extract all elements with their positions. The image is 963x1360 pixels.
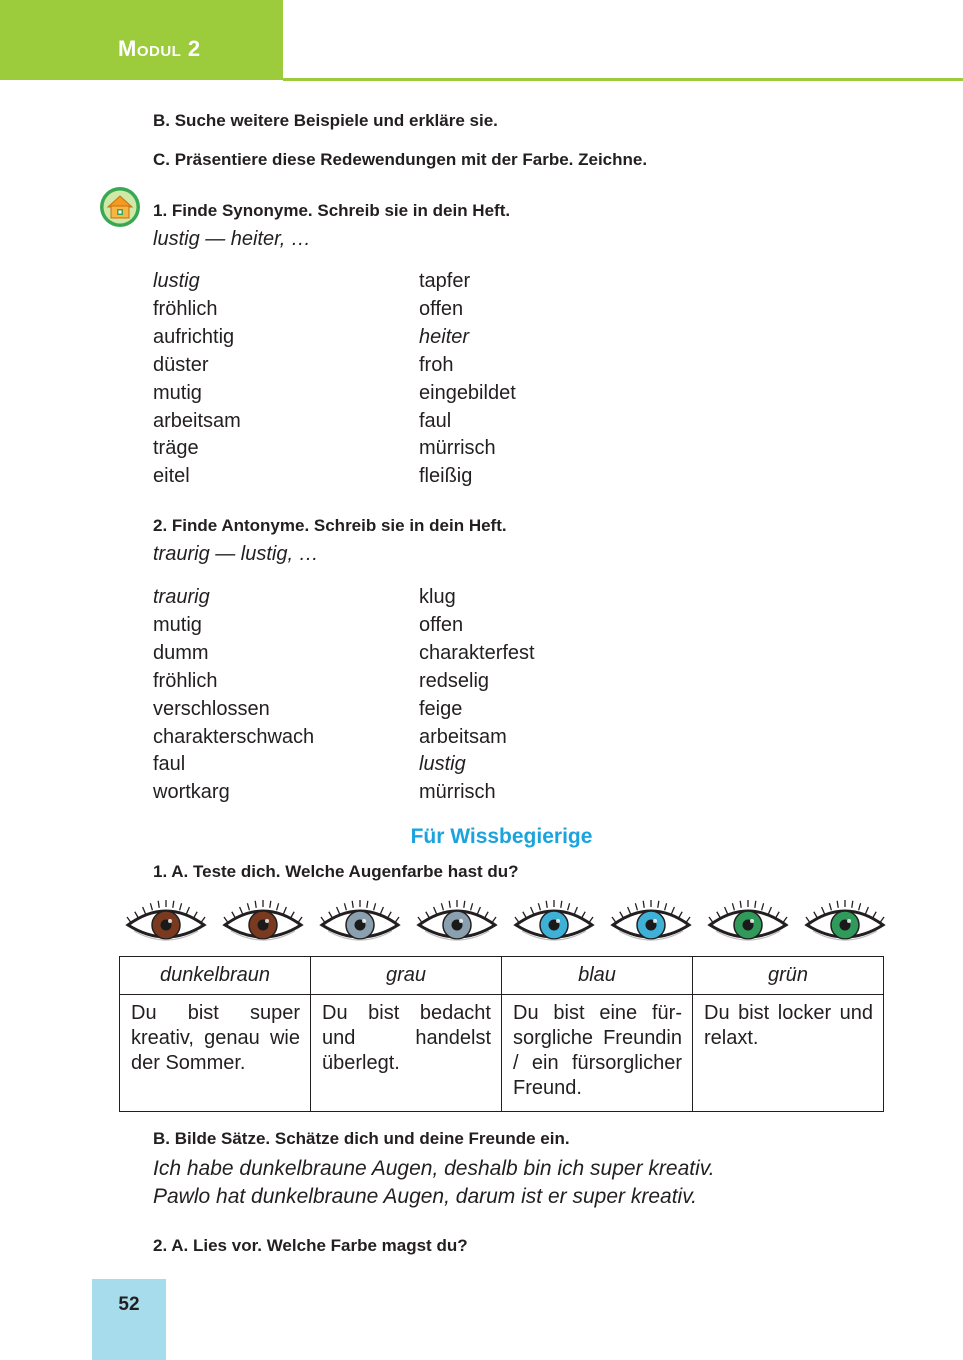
table-header: blau	[502, 957, 693, 995]
table-cell: Du bist bedacht und handelst überlegt.	[311, 995, 502, 1112]
list-item: aufrichtig	[153, 325, 235, 348]
task-c: C. Präsentiere diese Redewendungen mit der Farbe. Zeichne.	[153, 150, 648, 169]
list-item: heiter	[419, 325, 470, 348]
section-title: Für Wissbegierige	[410, 825, 593, 848]
list-item: charakterfest	[419, 641, 535, 664]
list-item: charakterschwach	[153, 725, 315, 748]
list-item: faul	[419, 409, 452, 432]
module-title: Modul 2	[118, 36, 201, 61]
table-header-row	[120, 957, 884, 995]
list-item: redselig	[419, 669, 490, 692]
eyes-illustration	[124, 897, 884, 952]
list-item: lustig	[419, 753, 466, 776]
example-sentence: Pawlo hat dunkelbraune Augen, darum ist er super kreativ.	[153, 1185, 697, 1208]
table-row	[120, 995, 884, 1112]
list-item: mutig	[153, 613, 202, 636]
table-header: dunkelbraun	[120, 957, 311, 995]
list-item: offen	[419, 297, 464, 320]
list-item: fröhlich	[153, 669, 218, 692]
eye-icon	[221, 897, 305, 952]
header-rule	[283, 78, 963, 81]
table-header: grün	[693, 957, 884, 995]
eye-icon	[609, 897, 693, 952]
eye-icon	[512, 897, 596, 952]
list-item: mürrisch	[419, 437, 496, 460]
example-sentence: Ich habe dunkelbraune Augen, deshalb bin ich super kreativ.	[153, 1157, 715, 1180]
list-item: faul	[153, 753, 186, 776]
list-item: arbeitsam	[419, 725, 507, 748]
page-number: 52	[118, 1294, 140, 1315]
eye-icon	[415, 897, 499, 952]
list-item: tapfer	[419, 270, 471, 292]
list-item: eitel	[153, 465, 190, 488]
list-item: mürrisch	[419, 781, 496, 804]
list-item: fröhlich	[153, 297, 218, 320]
list-item: träge	[153, 437, 199, 460]
antonyms-right-list	[419, 584, 535, 807]
list-item: lustig	[153, 270, 200, 292]
eye-icon	[124, 897, 208, 952]
antonyms-left-list	[153, 584, 314, 807]
eye-test-task: 1. A. Teste dich. Welche Augenfarbe hast du?	[153, 862, 519, 881]
list-item: wortkarg	[153, 781, 230, 804]
list-item: fleißig	[419, 465, 473, 488]
eye-icon	[803, 897, 887, 952]
page-number-box	[92, 1279, 166, 1360]
home-icon	[99, 186, 141, 228]
list-item: dumm	[153, 641, 209, 664]
list-item: mutig	[153, 381, 202, 404]
list-item: froh	[419, 353, 454, 376]
task-b: B. Suche weitere Beispiele und erkläre sie.	[153, 111, 498, 130]
antonyms-title: 2. Finde Antonyme. Schreib sie in dein Heft.	[153, 516, 507, 535]
eye-icon	[318, 897, 402, 952]
table-cell: Du bist locker und relaxt.	[693, 995, 884, 1112]
synonyms-example: lustig — heiter, …	[153, 228, 311, 250]
eye-color-table	[119, 956, 884, 1112]
example-sentences	[153, 1155, 715, 1211]
task-2a: 2. A. Lies vor. Welche Farbe magst du?	[153, 1236, 468, 1255]
eye-icon	[706, 897, 790, 952]
table-cell: Du bist super kreativ, genau wie der Sommer.	[120, 995, 311, 1112]
list-item: traurig	[153, 586, 210, 608]
list-item: offen	[419, 613, 464, 636]
antonyms-example: traurig — lustig, …	[153, 543, 319, 565]
task-b-sentences: B. Bilde Sätze. Schätze dich und deine Freunde ein.	[153, 1129, 570, 1148]
list-item: verschlossen	[153, 697, 270, 720]
list-item: düster	[153, 353, 209, 376]
table-cell: Du bist eine für-sorgliche Freundin / ein fürsorglicher Freund.	[502, 995, 693, 1112]
synonyms-title: 1. Finde Synonyme. Schreib sie in dein Heft.	[153, 201, 511, 220]
table-header: grau	[311, 957, 502, 995]
list-item: klug	[419, 586, 456, 608]
list-item: eingebildet	[419, 381, 516, 404]
list-item: arbeitsam	[153, 409, 241, 432]
list-item: feige	[419, 697, 463, 720]
synonyms-left-list	[153, 268, 241, 491]
synonyms-right-list	[419, 268, 516, 491]
